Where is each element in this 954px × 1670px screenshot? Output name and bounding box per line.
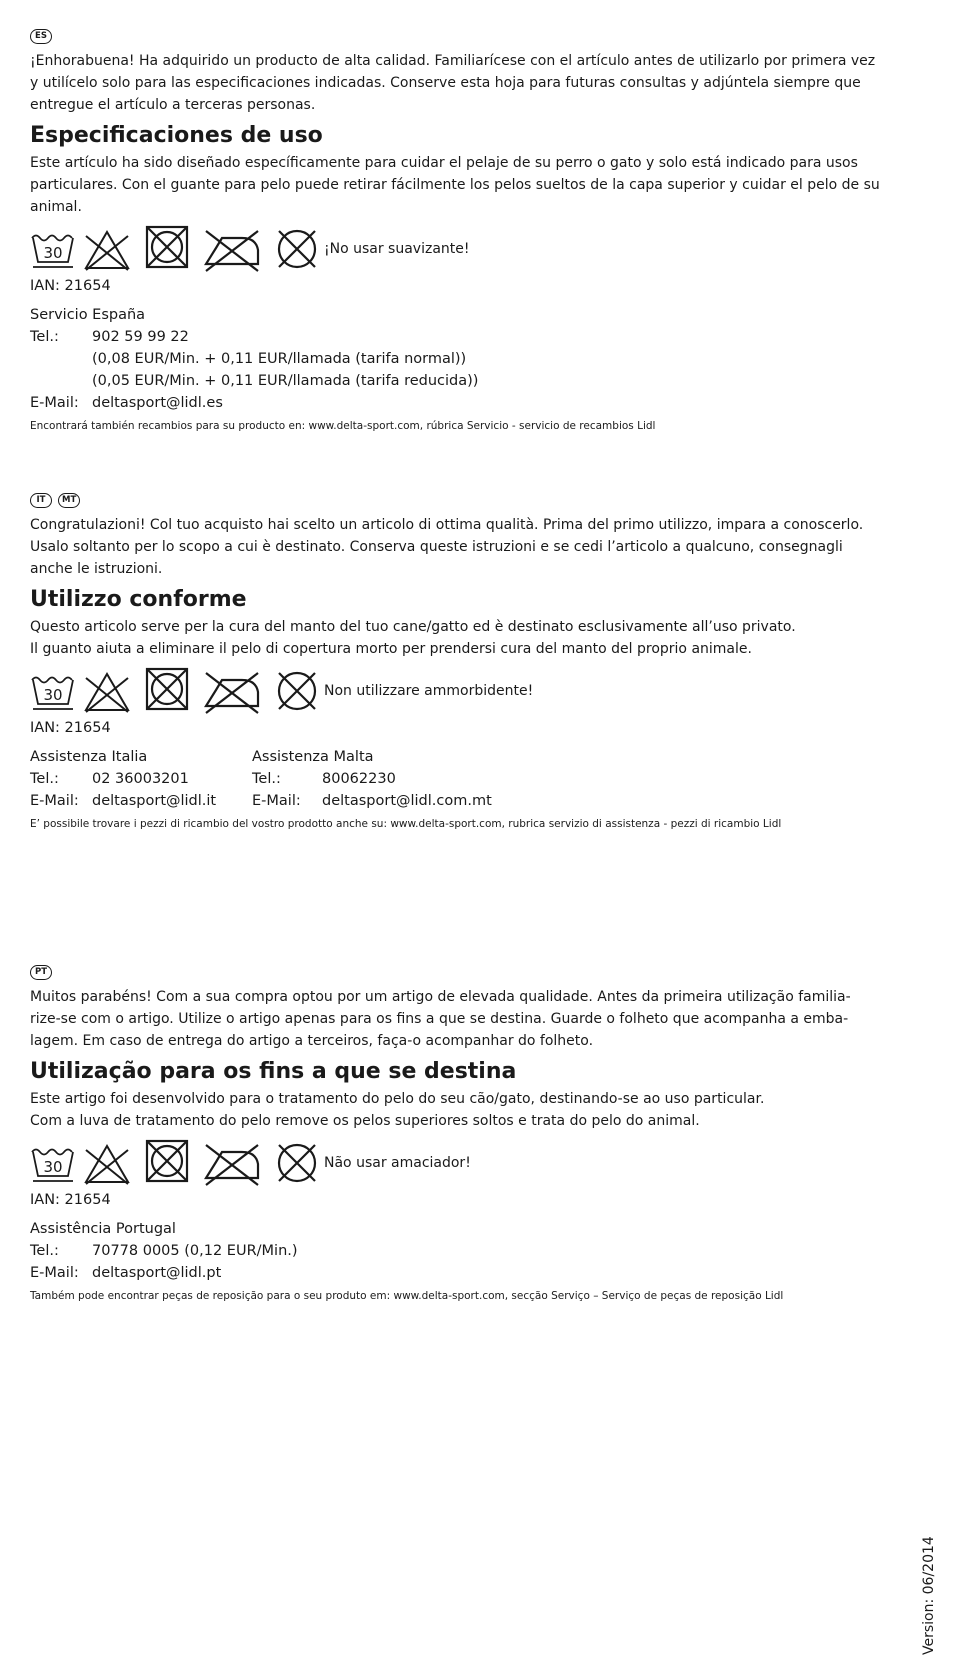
language-badges: [30, 490, 930, 510]
email-address: deltasport@lidl.es: [92, 395, 223, 411]
phone-rate: (0,05 EUR/Min. + 0,11 EUR/llamada (tarifa reducida)): [92, 373, 479, 389]
usage-line: Questo articolo serve per la cura del manto del tuo cane/gatto ed è destinato esclusivamente all’uso privato.: [30, 619, 796, 635]
phone-row: [252, 768, 552, 790]
email-label: E-Mail:: [30, 395, 79, 411]
no-softener-note: ¡No usar suavizante!: [324, 241, 470, 257]
section-heading: Utilização para os fins a que se destina: [30, 1059, 517, 1084]
service-malta: [252, 746, 552, 812]
usage-line: animal.: [30, 199, 82, 215]
no-bleach-icon: [80, 226, 134, 272]
intro-line: lagem. Em caso de entrega do artigo a terceiros, faça-o acompanhar do folheto.: [30, 1033, 594, 1049]
section-heading: Especificaciones de uso: [30, 123, 323, 148]
wash-30-icon: [30, 1143, 76, 1183]
service-block: [30, 746, 930, 812]
phone-number: 80062230: [322, 771, 396, 787]
usage-line: Com a luva de tratamento do pelo remove os pelos superiores soltos e trata do pelo do animal.: [30, 1113, 700, 1129]
intro-line: anche le istruzioni.: [30, 561, 163, 577]
phone-label: Tel.:: [30, 771, 59, 787]
intro-line: rize-se com o artigo. Utilize o artigo apenas para os fins a que se destina. Guarde o folheto que acompanha a emba-: [30, 1011, 849, 1027]
phone-number: 70778 0005 (0,12 EUR/Min.): [92, 1243, 298, 1259]
usage-text: [30, 1088, 930, 1132]
phone-number: 02 36003201: [92, 771, 189, 787]
usage-line: Il guanto aiuta a eliminare il pelo di copertura morto per prendersi cura del manto del proprio animale.: [30, 641, 752, 657]
no-dry-clean-icon: [274, 1140, 320, 1186]
phone-label: Tel.:: [30, 1243, 59, 1259]
wash-30-icon: [30, 671, 76, 711]
intro-line: Congratulazioni! Col tuo acquisto hai scelto un articolo di ottima qualità. Prima del primo utilizzo, impara a conoscerlo.: [30, 517, 864, 533]
section-heading: Utilizzo conforme: [30, 587, 247, 612]
language-badges: [30, 26, 930, 46]
no-bleach-icon: [80, 1140, 134, 1186]
ian-number: IAN: 21654: [30, 720, 111, 736]
phone-rate-row: [30, 348, 930, 370]
intro-line: y utilícelo solo para las especificaciones indicadas. Conserve esta hoja para futuras consultas y adjúntela siempre que: [30, 75, 861, 91]
service-title: Servicio España: [30, 307, 146, 323]
language-badge-pt: PT: [30, 965, 52, 980]
intro-line: Muitos parabéns! Com a sua compra optou por um artigo de elevada qualidade. Antes da primeira utilização familia-: [30, 989, 851, 1005]
email-address: deltasport@lidl.it: [92, 793, 217, 809]
no-dry-clean-icon: [274, 668, 320, 714]
service-title: Assistência Portugal: [30, 1221, 176, 1237]
no-dry-clean-icon: [274, 226, 320, 272]
care-symbols: [30, 666, 930, 716]
email-row: [30, 1262, 930, 1284]
email-row: [252, 790, 552, 812]
phone-label: Tel.:: [252, 771, 281, 787]
email-label: E-Mail:: [30, 793, 79, 809]
email-label: E-Mail:: [252, 793, 301, 809]
email-row: [30, 392, 930, 414]
ian-number: IAN: 21654: [30, 278, 111, 294]
service-title: Assistenza Malta: [252, 749, 374, 765]
version-label: Version: 06/2014: [921, 1536, 937, 1655]
phone-rate-row: [30, 370, 930, 392]
no-iron-icon: [200, 1138, 264, 1188]
intro-text: [30, 986, 930, 1052]
service-block: [30, 1218, 930, 1284]
section-pt: [30, 962, 930, 1304]
no-tumble-dry-icon: [142, 666, 192, 716]
care-symbols: [30, 1138, 930, 1188]
email-label: E-Mail:: [30, 1265, 79, 1281]
phone-label: Tel.:: [30, 329, 59, 345]
usage-text: [30, 152, 930, 218]
spare-parts-note: Também pode encontrar peças de reposição para o seu produto em: www.delta-sport.com, secção Serviço – Serviço de peças de reposição Lidl: [30, 1290, 784, 1302]
language-badge-it: IT: [30, 493, 52, 508]
email-address: deltasport@lidl.com.mt: [322, 793, 492, 809]
no-tumble-dry-icon: [142, 1138, 192, 1188]
wash-temp: 30: [43, 686, 63, 704]
intro-line: Usalo soltanto per lo scopo a cui è destinato. Conserva queste istruzioni e se cedi l’articolo a qualcuno, consegnagli: [30, 539, 843, 555]
no-softener-note: Non utilizzare ammorbidente!: [324, 683, 534, 699]
no-iron-icon: [200, 224, 264, 274]
care-symbols: [30, 224, 930, 274]
language-badge-es: ES: [30, 29, 52, 44]
phone-row: [30, 326, 930, 348]
usage-text: [30, 616, 930, 660]
wash-temp: 30: [43, 244, 63, 262]
intro-line: entregue el artículo a terceras personas.: [30, 97, 316, 113]
intro-text: [30, 514, 930, 580]
phone-rate: (0,08 EUR/Min. + 0,11 EUR/llamada (tarifa normal)): [92, 351, 467, 367]
email-address: deltasport@lidl.pt: [92, 1265, 222, 1281]
phone-row: [30, 1240, 930, 1262]
service-block: [30, 304, 930, 414]
spare-parts-note: Encontrará también recambios para su producto en: www.delta-sport.com, rúbrica Servicio - servicio de recambios Lidl: [30, 420, 656, 432]
language-badge-mt: MT: [58, 493, 80, 508]
service-title: Assistenza Italia: [30, 749, 148, 765]
phone-number: 902 59 99 22: [92, 329, 189, 345]
intro-text: [30, 50, 930, 116]
usage-line: Este artículo ha sido diseñado específicamente para cuidar el pelaje de su perro o gato y solo está indicado para usos: [30, 155, 858, 171]
no-tumble-dry-icon: [142, 224, 192, 274]
email-row: [30, 790, 252, 812]
usage-line: Este artigo foi desenvolvido para o tratamento do pelo do seu cão/gato, destinando-se ao uso particular.: [30, 1091, 765, 1107]
section-es: [30, 26, 930, 434]
no-bleach-icon: [80, 668, 134, 714]
no-iron-icon: [200, 666, 264, 716]
intro-line: ¡Enhorabuena! Ha adquirido un producto de alta calidad. Familiarícese con el artículo antes de utilizarlo por primera vez: [30, 53, 876, 69]
no-softener-note: Não usar amaciador!: [324, 1155, 471, 1171]
wash-30-icon: [30, 229, 76, 269]
phone-row: [30, 768, 252, 790]
ian-number: IAN: 21654: [30, 1192, 111, 1208]
section-it-mt: [30, 490, 930, 832]
language-badges: [30, 962, 930, 982]
service-italy: [30, 746, 252, 812]
spare-parts-note: E’ possibile trovare i pezzi di ricambio del vostro prodotto anche su: www.delta-sport.com, rubrica servizio di assistenza - pezzi di ricambio Lidl: [30, 818, 782, 830]
usage-line: particulares. Con el guante para pelo puede retirar fácilmente los pelos sueltos de la capa superior y cuidar el pelo de su: [30, 177, 880, 193]
wash-temp: 30: [43, 1158, 63, 1176]
